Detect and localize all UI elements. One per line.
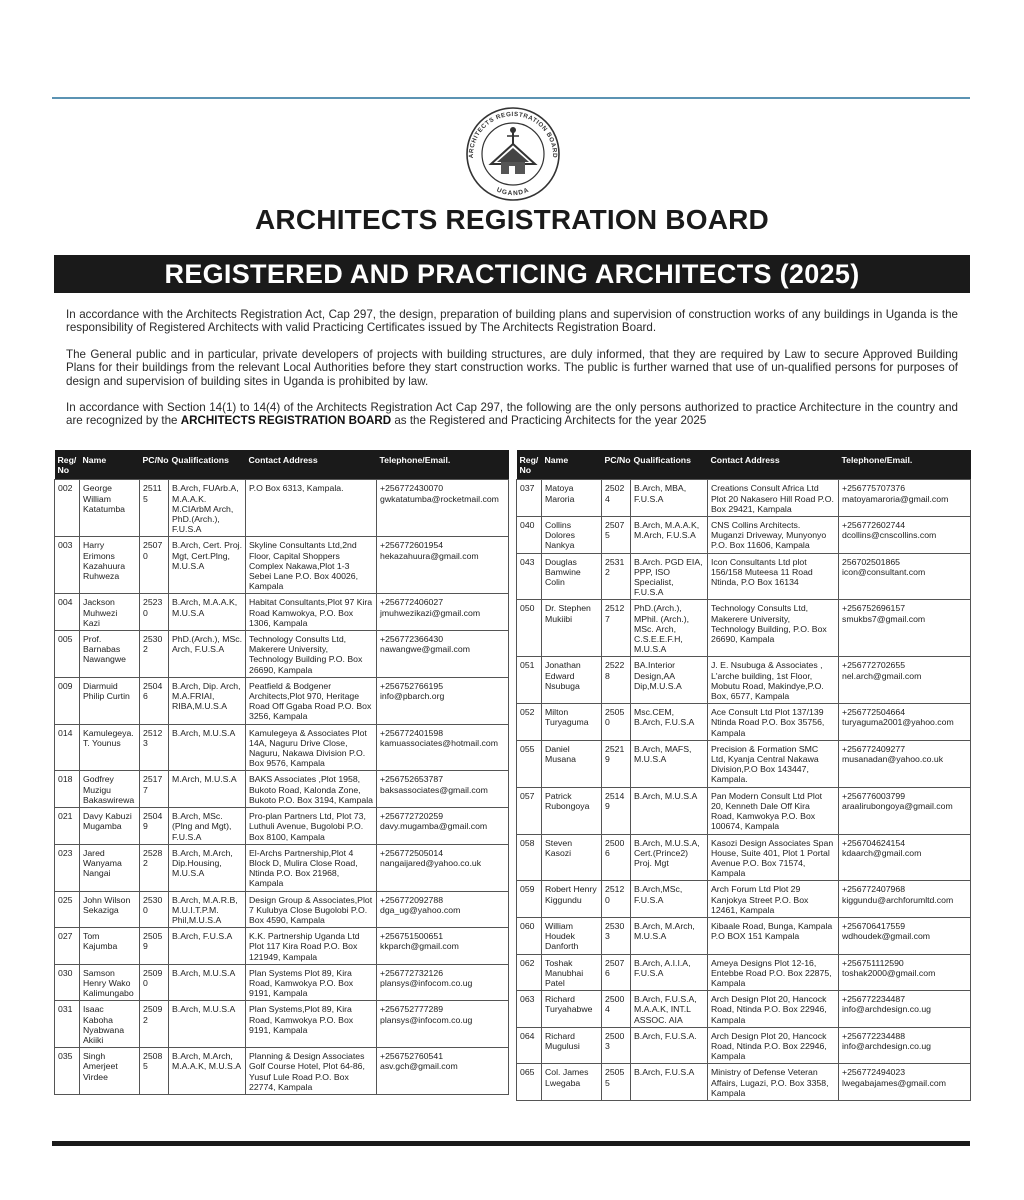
board-seal-logo	[457, 104, 569, 202]
intro-paragraph-1: In accordance with the Architects Registration Act, Cap 297, the design, preparation of building plans and supervision of construction works of any buildings in Uganda is the responsibility of Registered Architects with valid Practicing Certificates issued by The Architects Registration Board.	[66, 308, 958, 335]
bottom-rule	[52, 1141, 970, 1146]
cell-reg-no: 004	[55, 594, 80, 631]
telephone-number: +256772406027	[380, 597, 444, 608]
telephone-number: +256772505014	[380, 847, 444, 858]
table-row	[517, 991, 971, 1028]
cell-qualifications: B.Arch, M.A.A.K, M.U.S.A	[169, 594, 246, 631]
cell-telephone-email	[839, 480, 971, 517]
telephone-number: +256772409277	[842, 743, 906, 754]
cell-telephone-email	[377, 808, 509, 845]
cell-reg-no: 059	[517, 881, 542, 918]
cell-contact-address: Planning & Design Associates Golf Course Hotel, Plot 64-86, Yusuf Lule Road P.O. Box 22774, Kampala	[246, 1048, 377, 1095]
svg-text:UGANDA	[496, 187, 531, 198]
email-address: plansys@infocom.co.ug	[380, 977, 473, 988]
cell-qualifications: B.Arch, M.U.S.A	[169, 1001, 246, 1048]
cell-qualifications: B.Arch, M.A.A.K, M.Arch, F.U.S.A	[631, 517, 708, 554]
cell-name: Col. James Lwegaba	[542, 1064, 602, 1101]
cell-telephone-email	[839, 553, 971, 600]
cell-telephone-email	[377, 1048, 509, 1095]
table-row	[517, 517, 971, 554]
cell-qualifications: B.Arch, Cert. Proj. Mgt, Cert.Plng, M.U.S.A	[169, 537, 246, 594]
cell-contact-address: Kibaale Road, Bunga, Kampala P.O BOX 151 Kampala	[708, 917, 839, 954]
telephone-number: +256752653787	[380, 774, 444, 785]
cell-pc-no: 25219	[602, 740, 631, 787]
telephone-number: +256772366430	[380, 634, 444, 645]
cell-name: Toshak Manubhai Patel	[542, 954, 602, 991]
cell-name: Tom Kajumba	[80, 928, 140, 965]
email-address: dga_ug@yahoo.com	[380, 904, 461, 915]
cell-reg-no: 060	[517, 917, 542, 954]
cell-contact-address: J. E. Nsubuga & Associates , L'arche building, 1st Floor, Mobutu Road, Makindye,P.O. Box, 6577, Kampala	[708, 657, 839, 704]
architects-table-left	[54, 450, 509, 1095]
cell-name: Robert Henry Kiggundu	[542, 881, 602, 918]
cell-name: Matoya Maroria	[542, 480, 602, 517]
cell-telephone-email	[839, 881, 971, 918]
col-header-phone: Telephone/Email.	[377, 450, 509, 480]
cell-telephone-email	[377, 1001, 509, 1048]
cell-reg-no: 014	[55, 724, 80, 771]
table-row	[517, 954, 971, 991]
seal-top-text: ARCHITECTS REGISTRATION BOARD	[467, 110, 559, 159]
cell-pc-no: 25085	[140, 1048, 169, 1095]
cell-name: Milton Turyaguma	[542, 704, 602, 741]
cell-name: Daniel Musana	[542, 740, 602, 787]
cell-pc-no: 25090	[140, 964, 169, 1001]
cell-qualifications: PhD.(Arch.), MSc. Arch, F.U.S.A	[169, 631, 246, 678]
cell-pc-no: 25049	[140, 808, 169, 845]
cell-pc-no: 25046	[140, 677, 169, 724]
table-row	[55, 964, 509, 1001]
table-row	[55, 928, 509, 965]
table-header-row	[517, 450, 971, 480]
cell-telephone-email	[377, 771, 509, 808]
email-address: kiggundu@archforumltd.com	[842, 894, 954, 905]
cell-contact-address: Ministry of Defense Veteran Affairs, Lugazi, P.O. Box 3358, Kampala	[708, 1064, 839, 1101]
architects-table-right	[516, 450, 971, 1101]
table-row	[55, 844, 509, 891]
cell-contact-address: Ace Consult Ltd Plot 137/139 Ntinda Road P.O. Box 35756, Kampala	[708, 704, 839, 741]
cell-pc-no: 25123	[140, 724, 169, 771]
cell-name: Collins Dolores Nankya	[542, 517, 602, 554]
email-address: kdaarch@gmail.com	[842, 847, 922, 858]
cell-contact-address: Precision & Formation SMC Ltd, Kyanja Central Nakawa Division,P.O Box 143447, Kampala.	[708, 740, 839, 787]
telephone-number: +256772702655	[842, 660, 906, 671]
cell-name: Richard Mugulusi	[542, 1027, 602, 1064]
intro-paragraph-3: In accordance with Section 14(1) to 14(4) of the Architects Registration Act Cap 297, the following are the only persons authorized to practice Architecture in the country and are recognized by the ARCHITECTS REGISTRATION BOARD as the Registered and Practicing Architects for the year 2025	[66, 401, 958, 428]
cell-pc-no: 25006	[602, 834, 631, 881]
table-row	[55, 1048, 509, 1095]
cell-telephone-email	[377, 677, 509, 724]
cell-telephone-email	[377, 891, 509, 928]
cell-telephone-email	[839, 1027, 971, 1064]
table-row	[55, 724, 509, 771]
col-header-qualifications: Qualifications	[169, 450, 246, 480]
telephone-number: +256752696157	[842, 603, 906, 614]
cell-pc-no: 25003	[602, 1027, 631, 1064]
cell-qualifications: B.Arch, MAFS, M.U.S.A	[631, 740, 708, 787]
table-row	[55, 594, 509, 631]
cell-reg-no: 021	[55, 808, 80, 845]
cell-qualifications: B.Arch, M.Arch, Dip.Housing, M.U.S.A	[169, 844, 246, 891]
col-header-reg: Reg/ No	[55, 450, 80, 480]
cell-contact-address: Pan Modern Consult Ltd Plot 20, Kenneth Dale Off Kira Road, Kamwokya P.O. Box 100674, Kampala	[708, 787, 839, 834]
cell-telephone-email	[377, 928, 509, 965]
cell-telephone-email	[839, 517, 971, 554]
cell-reg-no: 064	[517, 1027, 542, 1064]
cell-name: Jared Wanyama Nangai	[80, 844, 140, 891]
email-address: matoyamaroria@gmail.com	[842, 493, 949, 504]
cell-qualifications: B.Arch, F.U.S.A	[169, 928, 246, 965]
cell-reg-no: 058	[517, 834, 542, 881]
cell-contact-address: Arch Design Plot 20, Hancock Road, Ntinda P.O. Box 22946, Kampala	[708, 991, 839, 1028]
table-row	[55, 808, 509, 845]
cell-telephone-email	[377, 844, 509, 891]
cell-reg-no: 065	[517, 1064, 542, 1101]
cell-qualifications: M.Arch, M.U.S.A	[169, 771, 246, 808]
cell-pc-no: 25004	[602, 991, 631, 1028]
email-address: baksassociates@gmail.com	[380, 784, 488, 795]
cell-name: George William Katatumba	[80, 480, 140, 537]
email-address: jmuhwezikazi@gmail.com	[380, 607, 481, 618]
cell-pc-no: 25070	[140, 537, 169, 594]
email-address: musanadan@yahoo.co.uk	[842, 754, 944, 765]
telephone-number: +256706417559	[842, 920, 906, 931]
cell-telephone-email	[377, 594, 509, 631]
cell-name: Steven Kasozi	[542, 834, 602, 881]
cell-reg-no: 005	[55, 631, 80, 678]
cell-pc-no: 25230	[140, 594, 169, 631]
cell-name: Isaac Kaboha Nyabwana Akiiki	[80, 1001, 140, 1048]
email-address: nel.arch@gmail.com	[842, 670, 922, 681]
email-address: dcollins@cnscollins.com	[842, 530, 937, 541]
telephone-number: +256776003799	[842, 790, 906, 801]
cell-telephone-email	[839, 740, 971, 787]
table-header-row	[55, 450, 509, 480]
cell-name: Samson Henry Wako Kalimungabo	[80, 964, 140, 1001]
cell-reg-no: 040	[517, 517, 542, 554]
cell-qualifications: B.Arch, M.U.S.A	[169, 964, 246, 1001]
telephone-number: +256704624154	[842, 837, 906, 848]
email-address: kkparch@gmail.com	[380, 941, 459, 952]
cell-contact-address: Arch Design Plot 20, Hancock Road, Ntinda P.O. Box 22946, Kampala	[708, 1027, 839, 1064]
telephone-number: +256772504664	[842, 707, 906, 718]
cell-qualifications: B.Arch, M.U.S.A	[169, 724, 246, 771]
cell-reg-no: 055	[517, 740, 542, 787]
cell-telephone-email	[377, 631, 509, 678]
table-row	[517, 1064, 971, 1101]
cell-telephone-email	[839, 1064, 971, 1101]
cell-reg-no: 002	[55, 480, 80, 537]
cell-contact-address: El-Archs Partnership,Plot 4 Block D, Mulira Close Road, Ntinda P.O. Box 21968, Kampala	[246, 844, 377, 891]
cell-reg-no: 043	[517, 553, 542, 600]
cell-contact-address: Plan Systems,Plot 89, Kira Road, Kamwokya P.O. Box 9191, Kampala	[246, 1001, 377, 1048]
cell-name: Richard Turyahabwe	[542, 991, 602, 1028]
cell-contact-address: Habitat Consultants,Plot 97 Kira Road Kamwokya, P.O. Box 1306, Kampala	[246, 594, 377, 631]
table-row	[517, 834, 971, 881]
cell-pc-no: 25300	[140, 891, 169, 928]
email-address: hekazahuura@gmail.com	[380, 550, 479, 561]
cell-contact-address: Arch Forum Ltd Plot 29 Kanjokya Street P.O. Box 12461, Kampala	[708, 881, 839, 918]
telephone-number: 256702501865	[842, 556, 900, 567]
email-address: nangaijared@yahoo.co.uk	[380, 857, 482, 868]
cell-contact-address: BAKS Associates ,Plot 1958, Bukoto Road, Kalonda Zone, Bukoto P.O. Box 3194, Kampala	[246, 771, 377, 808]
cell-reg-no: 037	[517, 480, 542, 517]
col-header-pc: PC/No	[140, 450, 169, 480]
telephone-number: +256772234488	[842, 1030, 906, 1041]
table-row	[55, 677, 509, 724]
cell-contact-address: Kamulegeya & Associates Plot 14A, Naguru Drive Close, Naguru, Nakawa Division P.O. Box 9576, Kampala	[246, 724, 377, 771]
cell-reg-no: 052	[517, 704, 542, 741]
cell-qualifications: BA.Interior Design,AA Dip,M.U.S.A	[631, 657, 708, 704]
intro-paragraph-2: The General public and in particular, private developers of projects with building structures, are duly informed, that they are required by Law to secure Approved Building Plans for their buildings from the relevant Local Authorities before they start construction works. The public is further warned that use of un-qualified persons for purposes of design and supervision of building sites in Uganda is prohibited by law.	[66, 347, 958, 388]
cell-pc-no: 25075	[602, 517, 631, 554]
table-row	[517, 917, 971, 954]
cell-contact-address: Ameya Designs Plot 12-16, Entebbe Road P.O. Box 22875, Kampala	[708, 954, 839, 991]
cell-pc-no: 25149	[602, 787, 631, 834]
cell-contact-address: Peatfield & Bodgener Architects,Plot 970, Heritage Road Off Ggaba Road P.O. Box 3256, Kampala	[246, 677, 377, 724]
email-address: wdhoudek@gmail.com	[842, 931, 931, 942]
cell-telephone-email	[377, 724, 509, 771]
cell-pc-no: 25076	[602, 954, 631, 991]
page-banner-title: REGISTERED AND PRACTICING ARCHITECTS (2025)	[54, 255, 970, 293]
cell-contact-address: Kasozi Design Associates Span House, Suite 401, Plot 1 Portal Avenue P.O. Box 71574, Kampala	[708, 834, 839, 881]
cell-pc-no: 25055	[602, 1064, 631, 1101]
table-row	[517, 740, 971, 787]
cell-contact-address: Design Group & Associates,Plot 7 Kulubya Close Bugolobi P.O. Box 4590, Kampala	[246, 891, 377, 928]
table-row	[55, 631, 509, 678]
table-row	[55, 1001, 509, 1048]
cell-telephone-email	[839, 787, 971, 834]
cell-pc-no: 25177	[140, 771, 169, 808]
col-header-pc: PC/No	[602, 450, 631, 480]
telephone-number: +256772732126	[380, 967, 444, 978]
cell-pc-no: 25059	[140, 928, 169, 965]
cell-reg-no: 051	[517, 657, 542, 704]
cell-name: Singh Amerjeet Virdee	[80, 1048, 140, 1095]
cell-reg-no: 062	[517, 954, 542, 991]
cell-reg-no: 057	[517, 787, 542, 834]
email-address: smukbs7@gmail.com	[842, 613, 926, 624]
cell-contact-address: Pro-plan Partners Ltd, Plot 73, Luthuli Avenue, Bugolobi P.O. Box 8100, Kampala	[246, 808, 377, 845]
cell-contact-address: P.O Box 6313, Kampala.	[246, 480, 377, 537]
email-address: info@archdesign.co.ug	[842, 1004, 931, 1015]
telephone-number: +256751500651	[380, 931, 444, 942]
cell-pc-no: 25092	[140, 1001, 169, 1048]
cell-telephone-email	[839, 954, 971, 991]
cell-qualifications: B.Arch, MBA, F.U.S.A	[631, 480, 708, 517]
cell-telephone-email	[839, 657, 971, 704]
cell-telephone-email	[839, 600, 971, 657]
cell-name: William Houdek Danforth	[542, 917, 602, 954]
col-header-address: Contact Address	[708, 450, 839, 480]
cell-name: Kamulegeya.T. Younus	[80, 724, 140, 771]
cell-reg-no: 003	[55, 537, 80, 594]
table-row	[517, 881, 971, 918]
email-address: toshak2000@gmail.com	[842, 967, 936, 978]
cell-reg-no: 035	[55, 1048, 80, 1095]
cell-telephone-email	[839, 704, 971, 741]
cell-name: Prof. Barnabas Nawangwe	[80, 631, 140, 678]
cell-telephone-email	[839, 834, 971, 881]
telephone-number: +256772601954	[380, 540, 444, 551]
telephone-number: +256772602744	[842, 520, 906, 531]
cell-qualifications: B.Arch, F.U.S.A.	[631, 1027, 708, 1064]
table-row	[517, 1027, 971, 1064]
cell-reg-no: 009	[55, 677, 80, 724]
cell-contact-address: Creations Consult Africa Ltd Plot 20 Nakasero Hill Road P.O. Box 29421, Kampala	[708, 480, 839, 517]
cell-pc-no: 25050	[602, 704, 631, 741]
cell-contact-address: Icon Consultants Ltd plot 156/158 Muteesa 11 Road Ntinda, P.O Box 16134	[708, 553, 839, 600]
cell-contact-address: Skyline Consultants Ltd,2nd Floor, Capital Shoppers Complex Nakawa,Plot 1-3 Sebei Lane P.O. Box 40026, Kampala	[246, 537, 377, 594]
cell-pc-no: 25127	[602, 600, 631, 657]
cell-qualifications: B.Arch, FUArb.A, M.A.A.K. M.CIArbM Arch, PhD.(Arch.), F.U.S.A	[169, 480, 246, 537]
email-address: nawangwe@gmail.com	[380, 644, 470, 655]
email-address: plansys@infocom.co.ug	[380, 1014, 473, 1025]
cell-qualifications: B.Arch, F.U.S.A	[631, 1064, 708, 1101]
cell-pc-no: 25115	[140, 480, 169, 537]
telephone-number: +256772234487	[842, 994, 906, 1005]
email-address: davy.mugamba@gmail.com	[380, 821, 488, 832]
table-row	[55, 537, 509, 594]
col-header-phone: Telephone/Email.	[839, 450, 971, 480]
cell-contact-address: CNS Collins Architects. Muganzi Driveway, Munyonyo P.O. Box 11606, Kampala	[708, 517, 839, 554]
cell-pc-no: 25302	[140, 631, 169, 678]
cell-reg-no: 018	[55, 771, 80, 808]
cell-reg-no: 050	[517, 600, 542, 657]
cell-qualifications: Msc.CEM, B.Arch, F.U.S.A	[631, 704, 708, 741]
cell-qualifications: B.Arch, M.U.S.A	[631, 787, 708, 834]
telephone-number: +256751112590	[842, 957, 904, 968]
col-header-address: Contact Address	[246, 450, 377, 480]
cell-name: Davy Kabuzi Mugamba	[80, 808, 140, 845]
telephone-number: +256772401598	[380, 727, 444, 738]
telephone-number: +256752766195	[380, 680, 444, 691]
email-address: gwkatatumba@rocketmail.com	[380, 493, 499, 504]
cell-qualifications: B.Arch, M.A.R.B, M.U.I.T.P.M. Phil,M.U.S.A	[169, 891, 246, 928]
cell-reg-no: 063	[517, 991, 542, 1028]
table-body-left	[55, 480, 509, 1095]
cell-name: Godfrey Muzigu Bakaswirewa	[80, 771, 140, 808]
email-address: araalirubongoya@gmail.com	[842, 800, 953, 811]
cell-name: Diarmuid Philip Curtin	[80, 677, 140, 724]
cell-name: Dr. Stephen Mukiibi	[542, 600, 602, 657]
cell-pc-no: 25120	[602, 881, 631, 918]
col-header-name: Name	[542, 450, 602, 480]
cell-reg-no: 025	[55, 891, 80, 928]
email-address: turyaguma2001@yahoo.com	[842, 717, 954, 728]
cell-qualifications: B.Arch, A.I.I.A, F.U.S.A	[631, 954, 708, 991]
telephone-number: +256752760541	[380, 1051, 444, 1062]
top-rule	[52, 97, 970, 99]
cell-contact-address: Technology Consults Ltd, Makerere University, Technology Building, P.O. Box 26690, Kampala	[708, 600, 839, 657]
cell-qualifications: B.Arch. PGD EIA, PPP, ISO Specialist, F.U.S.A	[631, 553, 708, 600]
board-title: ARCHITECTS REGISTRATION BOARD	[255, 204, 769, 235]
cell-qualifications: B.Arch, Dip. Arch, M.A.FRIAI, RIBA,M.U.S.A	[169, 677, 246, 724]
cell-name: Harry Erimons Kazahuura Ruhweza	[80, 537, 140, 594]
cell-contact-address: K.K. Partnership Uganda Ltd Plot 117 Kira Road P.O. Box 121949, Kampala	[246, 928, 377, 965]
telephone-number: +256775707376	[842, 483, 906, 494]
table-body-right	[517, 480, 971, 1101]
col-header-name: Name	[80, 450, 140, 480]
intro-text	[66, 308, 958, 441]
table-row	[517, 657, 971, 704]
cell-qualifications: B.Arch, M.U.S.A, Cert.(Prince2) Proj. Mgt	[631, 834, 708, 881]
table-row	[517, 600, 971, 657]
cell-telephone-email	[839, 917, 971, 954]
cell-pc-no: 25312	[602, 553, 631, 600]
intro-bold-board-name: ARCHITECTS REGISTRATION BOARD	[180, 414, 392, 428]
cell-pc-no: 25024	[602, 480, 631, 517]
email-address: kamuassociates@hotmail.com	[380, 737, 498, 748]
table-row	[517, 704, 971, 741]
email-address: lwegabajames@gmail.com	[842, 1077, 946, 1088]
table-row	[55, 891, 509, 928]
col-header-qualifications: Qualifications	[631, 450, 708, 480]
table-row	[517, 787, 971, 834]
cell-name: Jonathan Edward Nsubuga	[542, 657, 602, 704]
cell-telephone-email	[377, 964, 509, 1001]
cell-qualifications: PhD.(Arch.), MPhil. (Arch.), MSc. Arch, C.S.E.E.F.H, M.U.S.A	[631, 600, 708, 657]
cell-reg-no: 027	[55, 928, 80, 965]
cell-name: Patrick Rubongoya	[542, 787, 602, 834]
cell-name: John Wilson Sekaziga	[80, 891, 140, 928]
cell-reg-no: 023	[55, 844, 80, 891]
telephone-number: +256752777289	[380, 1004, 444, 1015]
cell-pc-no: 25282	[140, 844, 169, 891]
cell-qualifications: B.Arch, F.U.S.A, M.A.A.K, INT.L ASSOC. AIA	[631, 991, 708, 1028]
cell-reg-no: 030	[55, 964, 80, 1001]
cell-name: Douglas Bamwine Colin	[542, 553, 602, 600]
seal-bottom-text: UGANDA	[495, 186, 531, 198]
table-row	[517, 480, 971, 517]
email-address: info@pbarch.org	[380, 691, 445, 702]
email-address: asv.gch@gmail.com	[380, 1061, 458, 1072]
table-row	[55, 480, 509, 537]
cell-telephone-email	[377, 537, 509, 594]
table-row	[55, 771, 509, 808]
cell-pc-no: 25228	[602, 657, 631, 704]
telephone-number: +256772494023	[842, 1067, 906, 1078]
table-row	[517, 553, 971, 600]
telephone-number: +256772720259	[380, 811, 444, 822]
cell-contact-address: Plan Systems Plot 89, Kira Road, Kamwokya P.O. Box 9191, Kampala	[246, 964, 377, 1001]
cell-telephone-email	[377, 480, 509, 537]
telephone-number: +256772430070	[380, 483, 444, 494]
cell-reg-no: 031	[55, 1001, 80, 1048]
cell-telephone-email	[839, 991, 971, 1028]
cell-qualifications: B.Arch,MSc, F.U.S.A	[631, 881, 708, 918]
telephone-number: +256772092788	[380, 894, 444, 905]
email-address: icon@consultant.com	[842, 566, 926, 577]
email-address: info@archdesign.co.ug	[842, 1040, 931, 1051]
cell-qualifications: B.Arch, M.Arch, M.A.A.K, M.U.S.A	[169, 1048, 246, 1095]
telephone-number: +256772407968	[842, 884, 906, 895]
col-header-reg: Reg/ No	[517, 450, 542, 480]
cell-name: Jackson Muhwezi Kazi	[80, 594, 140, 631]
cell-qualifications: B.Arch, MSc.(Plng and Mgt), F.U.S.A	[169, 808, 246, 845]
cell-pc-no: 25303	[602, 917, 631, 954]
cell-contact-address: Technology Consults Ltd, Makerere University, Technology Building P.O. Box 26690, Kampala	[246, 631, 377, 678]
cell-qualifications: B.Arch, M.Arch, M.U.S.A	[631, 917, 708, 954]
